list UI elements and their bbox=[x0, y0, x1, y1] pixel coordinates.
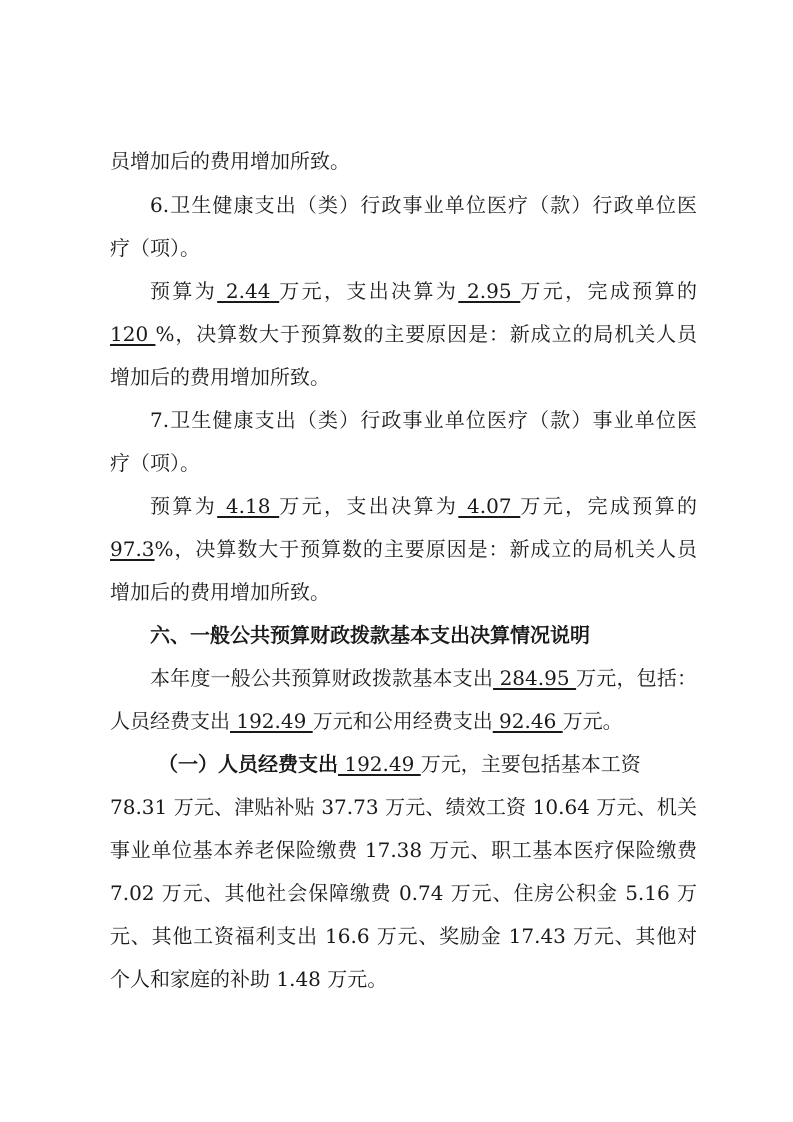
item-6-percent-line: 120 %，决算数大于预算数的主要原因是：新成立的局机关人员 bbox=[110, 322, 697, 346]
item-6-budget-line: 预算为 2.44 万元，支出决算为 2.95 万元，完成预算的 bbox=[150, 279, 697, 303]
subsection-line-1: （一）人员经费支出 192.49 万元，主要包括基本工资 bbox=[158, 752, 641, 776]
item-7-budget-line: 预算为 4.18 万元，支出决算为 4.07 万元，完成预算的 bbox=[150, 494, 697, 518]
section-6-breakdown-line: 人员经费支出 192.49 万元和公用经费支出 92.46 万元。 bbox=[110, 709, 623, 733]
budget-value: 4.18 bbox=[217, 494, 280, 518]
paragraph-line: 员增加后的费用增加所致。 bbox=[110, 149, 350, 173]
paragraph-line: 元、其他工资福利支出 16.6 万元、奖励金 17.43 万元、其他对 bbox=[110, 924, 697, 948]
public-value: 92.46 bbox=[492, 709, 563, 733]
actual-value: 4.07 bbox=[458, 494, 521, 518]
personnel-value: 192.49 bbox=[230, 709, 313, 733]
item-6-title-line-2: 疗（项）。 bbox=[110, 236, 200, 260]
paragraph-line: 增加后的费用增加所致。 bbox=[110, 580, 330, 604]
paragraph-line: 78.31 万元、津贴补贴 37.73 万元、绩效工资 10.64 万元、机关 bbox=[110, 795, 697, 819]
subsection-heading: （一）人员经费支出 bbox=[158, 752, 338, 776]
budget-value: 2.44 bbox=[217, 279, 280, 303]
actual-value: 2.95 bbox=[458, 279, 521, 303]
completion-percent: 97.3 bbox=[110, 537, 155, 561]
paragraph-line: 个人和家庭的补助 1.48 万元。 bbox=[110, 967, 388, 991]
paragraph-line: 事业单位基本养老保险缴费 17.38 万元、职工基本医疗保险缴费 bbox=[110, 838, 697, 862]
item-6-title-line-1: 6.卫生健康支出（类）行政事业单位医疗（款）行政单位医 bbox=[150, 193, 697, 217]
paragraph-line: 7.02 万元、其他社会保障缴费 0.74 万元、住房公积金 5.16 万 bbox=[110, 881, 697, 905]
paragraph-line: 增加后的费用增加所致。 bbox=[110, 365, 330, 389]
personnel-amount: 192.49 bbox=[338, 752, 421, 776]
completion-percent: 120 bbox=[110, 322, 156, 346]
item-7-title-line-1: 7.卫生健康支出（类）行政事业单位医疗（款）事业单位医 bbox=[150, 408, 697, 432]
item-7-percent-line: 97.3%，决算数大于预算数的主要原因是：新成立的局机关人员 bbox=[110, 537, 697, 561]
section-heading: 六、一般公共预算财政拨款基本支出决算情况说明 bbox=[150, 623, 590, 647]
item-7-title-line-2: 疗（项）。 bbox=[110, 451, 200, 475]
section-6-total-line: 本年度一般公共预算财政拨款基本支出 284.95 万元，包括： bbox=[150, 666, 697, 690]
total-value: 284.95 bbox=[493, 666, 577, 690]
